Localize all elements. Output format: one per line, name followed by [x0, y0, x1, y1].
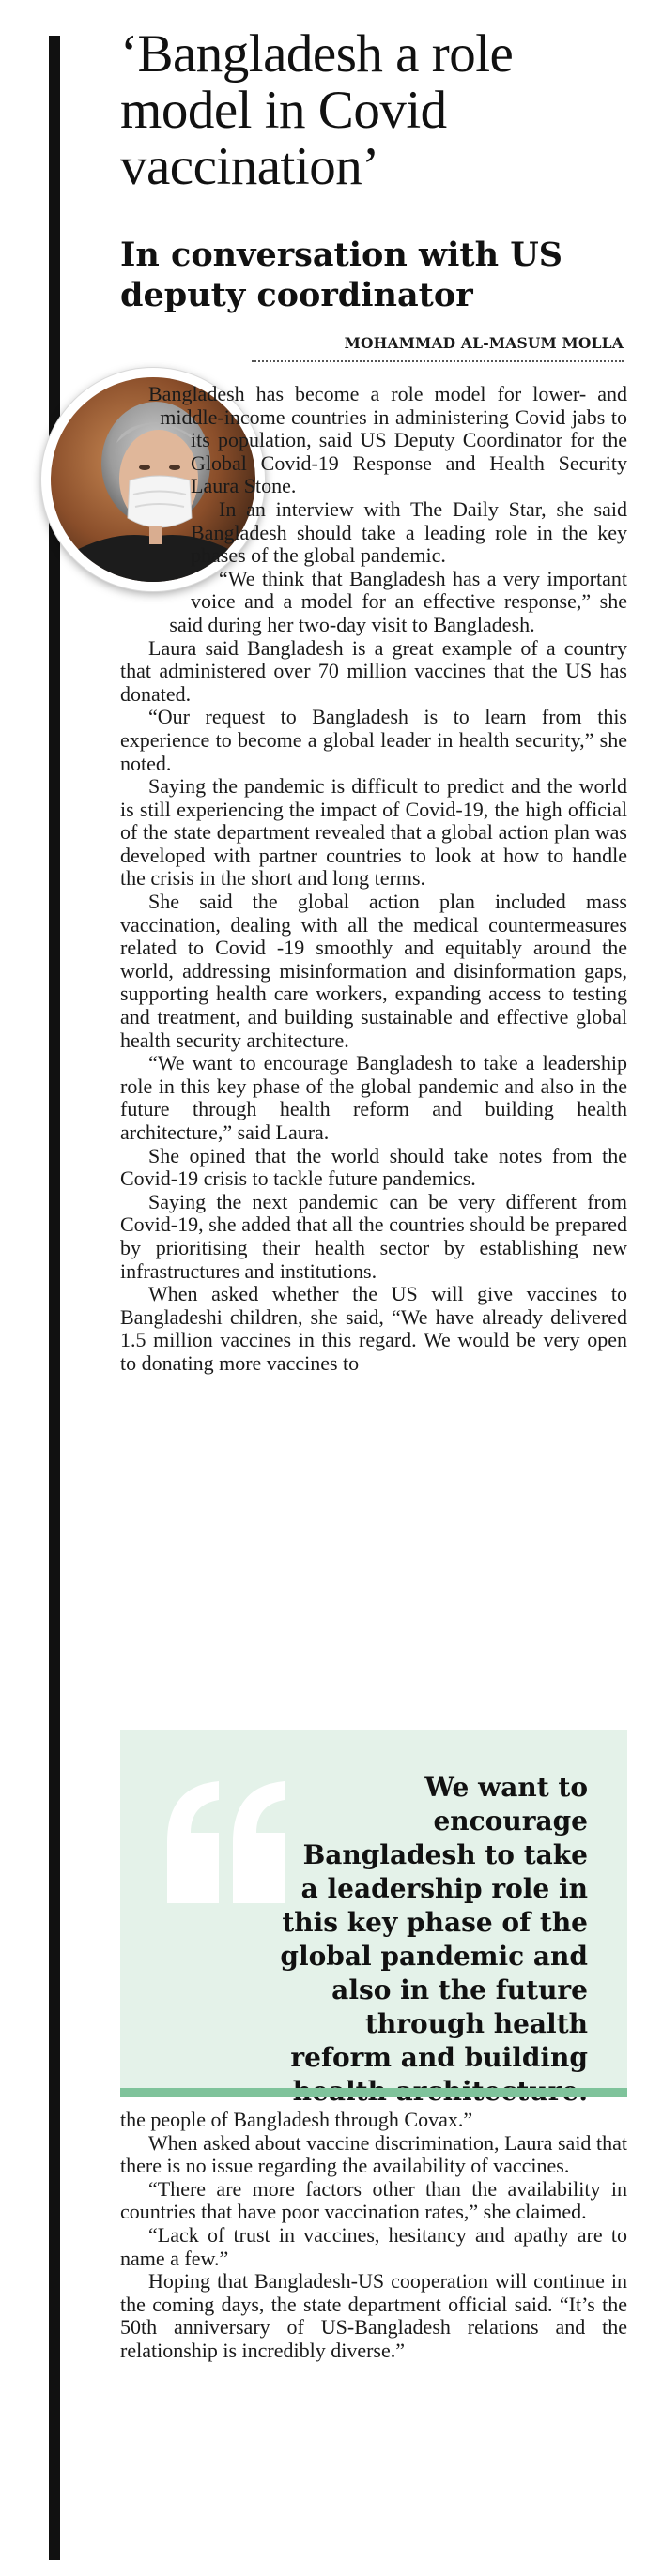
article-paragraph: She said the global action plan included mass vaccination, dealing with all the medical countermeasures related to Covid -19 smoothly and equitably around the world, addressing misinformation and disinformation gaps, supporting health care workers, expanding access to testing and treatment, and building sustainable and effective global health security architecture.	[120, 890, 627, 1052]
article-paragraph: the people of Bangladesh through Covax.”	[120, 2108, 473, 2131]
pullquote-text: We want to encourage Bangladesh to take a leadership role in this key phase of the global pandemic and also in the future through health reform and building	[280, 1772, 588, 2073]
subhead: In conversation with US deputy coordinator	[120, 236, 562, 314]
article-paragraph: “We think that Bangladesh has a very important voice and a model for an effective response,” she said during her two-day visit to Bangladesh.	[169, 566, 627, 636]
article-paragraph: “We want to encourage Bangladesh to take a leadership role in this key phase of the global pandemic and also in the future through health reform and building health architecture,” said Laura.	[120, 1051, 627, 1144]
pullquote-box	[120, 1730, 627, 2090]
article-paragraph: Saying the pandemic is difficult to predict and the world is still experiencing the impact of Covid-19, the high official of the state department revealed that a global action plan was developed with partner countries to look at how to handle the crisis in the short and long terms.	[120, 774, 627, 891]
article-paragraph: “There are more factors other than the availability in countries that have poor vaccination rates,” she claimed.	[120, 2176, 627, 2224]
article-paragraph: “Our request to Bangladesh is to learn from this experience to become a global leader in health security,” she noted.	[120, 705, 627, 775]
pullquote-accent-bar	[120, 2088, 627, 2097]
byline-divider	[252, 360, 624, 362]
article-paragraph: When asked about vaccine discrimination, Laura said that there is no issue regarding the availability of vaccines.	[120, 2130, 627, 2178]
byline: MOHAMMAD AL-MASUM MOLLA	[344, 334, 624, 352]
article-paragraph: She opined that the world should take notes from the Covid-19 crisis to tackle future pandemics.	[120, 1143, 627, 1191]
article-paragraph: Saying the next pandemic can be very different from Covid-19, she added that all the countries should be prepared by prioritising their health sector by establishing new infrastructures and institutions.	[120, 1189, 627, 1283]
article-continuation	[120, 2109, 627, 2363]
headline: ‘Bangladesh a role model in Covid vaccination’	[120, 24, 514, 196]
article-paragraph: “Lack of trust in vaccines, hesitancy and apathy are to name a few.”	[120, 2222, 627, 2270]
article-paragraph: Hoping that Bangladesh-US cooperation will continue in the coming days, the state department official said. “It’s the 50th anniversary of US-Bangladesh relations and the relationship is incredibly diverse.”	[120, 2269, 627, 2362]
article-paragraph: When asked whether the US will give vaccines to Bangladeshi children, she said, “We have already delivered 1.5 million vaccines in this regard. We would be very open to donating more vaccines to	[120, 1282, 627, 1375]
article-paragraph: Laura said Bangladesh is a great example of a country that administered over 70 million vaccines that the US has donated.	[120, 635, 627, 706]
article-body	[120, 383, 627, 1376]
article-paragraph: Bangladesh has become a role model for lower- and middle-income countries in administering Covid jabs to its population, said US Deputy Coordinator for the Global Covid-19 Response and Health Security Laura Stone.	[148, 382, 627, 498]
article-paragraph: In an interview with The Daily Star, she said Bangladesh should take a leading role in the key phases of the global pandemic.	[191, 496, 627, 568]
